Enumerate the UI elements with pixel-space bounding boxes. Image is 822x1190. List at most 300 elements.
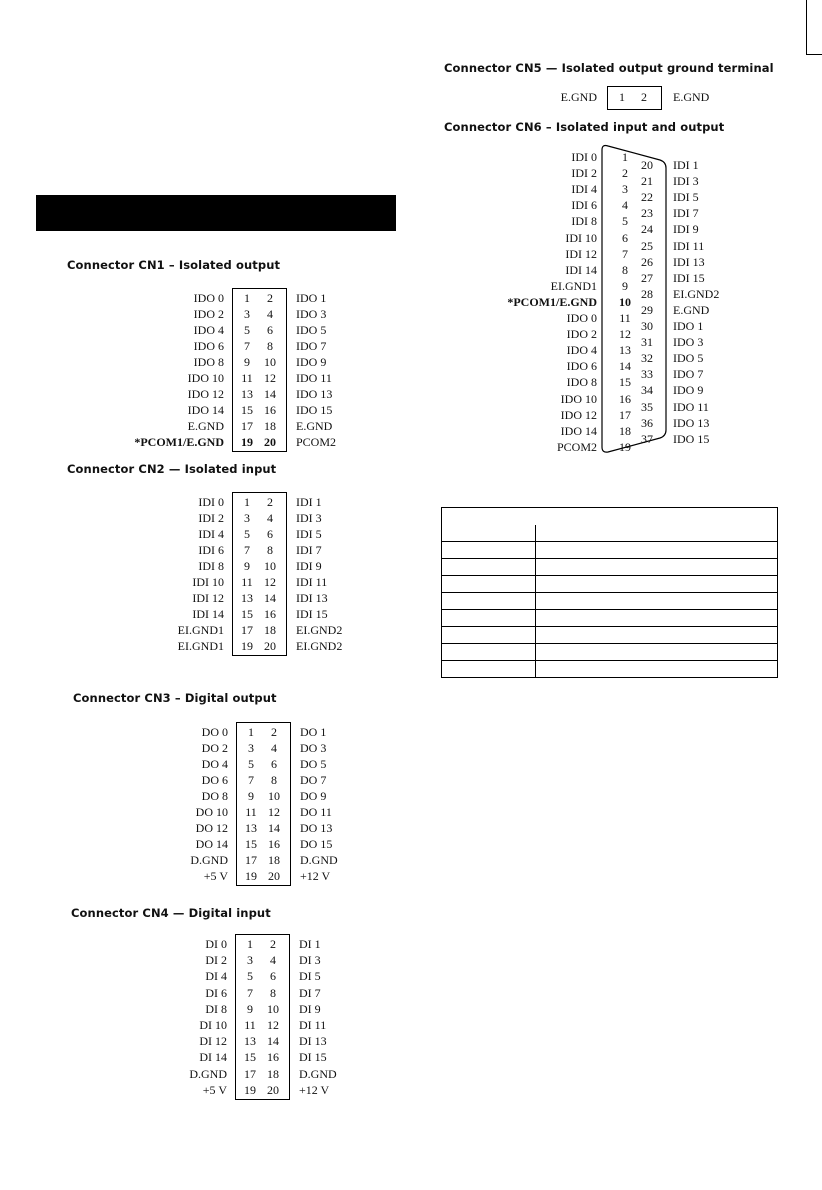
pin-number: 11 [241,575,253,589]
cn3-pinout [190,722,338,883]
cn6-title: Connector CN6 – Isolated input and output [444,120,725,134]
pin-number: 9 [247,1001,253,1016]
pin-label-right: D.GND [300,853,338,867]
pin-row [193,322,327,338]
pin-label-left: IDI 4 [198,527,224,541]
cn6-pin-number: 9 [622,278,628,293]
pin-label-right: DO 3 [300,741,327,755]
pin-number: 10 [264,559,276,573]
cn6-left-label: IDI 4 [571,182,597,197]
pin-row [201,788,327,804]
pin-number: 20 [264,639,276,653]
cn6-right-label: IDI 11 [673,238,705,253]
pin-label-right: IDO 5 [296,323,327,337]
pin-row [192,606,328,622]
cn6-pin-number: 28 [641,286,653,301]
cn6-left-label: *PCOM1/E.GND [507,294,597,309]
cn6-left-label: IDI 14 [565,262,597,277]
pin-number: 4 [270,953,276,968]
pin-label-left: DO 2 [201,741,228,755]
pin-number: 7 [247,985,253,1000]
cn6-left-label: IDO 8 [566,375,597,390]
pin-number: 19 [244,1082,256,1097]
cn6-pin-number: 24 [641,222,653,237]
pin-label-left: *PCOM1/E.GND [134,435,224,449]
pin-number: 7 [244,543,250,557]
pin-row [192,590,328,606]
pin-row [203,868,331,884]
pin-number: 7 [244,339,250,353]
pin-number: 13 [241,591,253,605]
pin-label-left: DI 0 [205,937,227,951]
pin-row [205,952,321,968]
pin-number: 14 [264,387,276,401]
pin-number: 4 [271,741,277,755]
cn6-left-label: IDI 6 [571,198,597,213]
pin-row [205,985,321,1001]
pin-label-left: IDO 0 [193,291,224,305]
pin-label-left: EI.GND1 [177,639,224,653]
pin-number: 8 [270,985,276,1000]
pin-label-right: EI.GND2 [296,623,343,637]
crop-mark-vertical [806,0,807,55]
pin-number: 2 [267,291,273,305]
pin-number: 20 [268,869,280,883]
pin-number: 1 [244,291,250,305]
cn5-left-label: E.GND [560,90,597,104]
pin-number: 2 [270,937,276,951]
pin-number: 5 [248,757,254,771]
cn5-right-label: E.GND [673,90,710,104]
pin-row [199,1049,327,1065]
pin-label-right: DI 7 [299,985,321,1000]
pin-label-right: DO 9 [300,789,327,803]
pin-row [177,638,343,654]
pin-number: 17 [241,419,253,433]
table-row-line [442,558,777,559]
pin-label-left: DO 0 [201,725,228,739]
cn6-pin-number: 8 [622,262,628,277]
pin-row [193,306,327,322]
cn6-pin-number: 14 [619,359,631,374]
cn6-pin-number: 32 [641,351,653,366]
cn6-right-label: IDO 15 [673,431,710,446]
pin-number: 10 [267,1001,279,1016]
pin-number: 12 [264,575,276,589]
pin-number: 3 [244,307,250,321]
pin-label-right: IDO 9 [296,355,327,369]
cn6-pin-number: 3 [622,182,628,197]
pin-row [198,526,322,542]
cn6-right-label: IDO 5 [673,351,704,366]
pin-number: 1 [248,725,254,739]
cn6-pin-number: 4 [622,198,628,213]
pin-row [187,370,332,386]
cn6-left-label: EI.GND1 [550,278,597,293]
pin-number: 13 [244,1034,256,1049]
cn6-left-label: PCOM2 [556,439,597,454]
cn6-left-label: IDI 0 [571,150,597,164]
db37-connector-outline [600,140,670,460]
pin-row [201,724,327,740]
pin-number: 5 [244,527,250,541]
pin-label-left: D.GND [189,1066,227,1081]
pin-label-right: DO 15 [300,837,333,851]
cn6-left-label: IDO 12 [560,407,597,422]
pin-row [198,558,322,574]
pin-label-right: IDI 1 [296,495,322,509]
cn6-left-label: IDI 8 [571,214,597,229]
pin-number: 6 [267,527,273,541]
pin-label-right: +12 V [300,869,331,883]
cn6-pin-number: 33 [641,367,653,382]
cn1-title: Connector CN1 – Isolated output [67,258,281,272]
pin-number: 5 [247,969,253,984]
pin-number: 16 [267,1050,279,1065]
pin-row [134,434,337,450]
pin-number: 17 [241,623,253,637]
table-column-divider [535,525,536,677]
pin-label-right: IDO 15 [296,403,333,417]
pin-row [187,402,333,418]
pin-row [201,740,327,756]
pin-label-right: DI 11 [299,1018,327,1032]
pin-row [202,1082,330,1098]
pin-label-right: IDO 7 [296,339,327,353]
cn6-left-label: IDO 10 [560,391,597,406]
pin-label-right: +12 V [299,1082,330,1097]
cn6-pin-number: 1 [622,150,628,164]
pin-label-right: PCOM2 [296,435,337,449]
cn6-pin-number: 29 [641,302,653,317]
pin-number: 13 [245,821,257,835]
pin-label-right: IDI 15 [296,607,328,621]
pin-number: 6 [270,969,276,984]
pin-label-left: +5 V [203,869,228,883]
pin-label-left: IDO 2 [193,307,224,321]
pin-label-left: IDO 6 [193,339,224,353]
cn6-pin-number: 31 [641,335,653,350]
pin-number: 6 [271,757,277,771]
pin-label-right: IDI 9 [296,559,322,573]
pin-label-left: E.GND [187,419,224,433]
pin-number: 14 [267,1034,279,1049]
pin-label-left: DI 14 [199,1050,227,1065]
pin-label-left: DO 4 [201,757,228,771]
pin-row [193,354,327,370]
pin-number: 1 [247,937,253,951]
cn6-left-label: IDI 12 [565,246,597,261]
pin-number: 15 [245,837,257,851]
cn6-right-label: IDI 7 [673,206,699,221]
pin-label-right: DI 13 [299,1034,327,1049]
pin-number: 12 [264,371,276,385]
pin-label-right: DI 9 [299,1001,321,1016]
cn6-pin-number: 13 [619,343,631,358]
cn6-pin-number: 23 [641,206,653,221]
cn6-right-label: IDI 15 [673,270,705,285]
cn6-right-label: IDI 9 [673,222,699,237]
pin-number: 15 [241,403,253,417]
cn6-pin-number: 5 [622,214,628,229]
pin-row [193,290,327,306]
pin-number: 16 [264,403,276,417]
pin-row [205,936,321,952]
pin-label-left: IDI 2 [198,511,224,525]
cn6-right-label: E.GND [673,302,710,317]
pin-row [177,622,343,638]
cn4-title: Connector CN4 — Digital input [71,906,271,920]
pin-label-right: DO 5 [300,757,327,771]
pin-label-right: IDI 11 [296,575,328,589]
pin-label-right: IDO 1 [296,291,327,305]
pin-label-left: DI 10 [199,1018,227,1032]
cn6-right-label: IDO 3 [673,335,704,350]
pin-number: 16 [264,607,276,621]
pin-row [195,804,332,820]
pin-label-right: IDO 3 [296,307,327,321]
pin-label-left: DO 14 [195,837,228,851]
pin-number: 12 [268,805,280,819]
cn6-right-label: IDI 5 [673,190,699,205]
pin-row [187,386,333,402]
pin-label-right: DI 1 [299,937,321,951]
pin-number: 2 [271,725,277,739]
pin-label-left: IDI 10 [192,575,224,589]
pin-label-left: +5 V [202,1082,227,1097]
pin-label-right: DO 7 [300,773,327,787]
pin-label-right: IDI 7 [296,543,322,557]
cn6-pin-number: 30 [641,319,653,333]
pin-number: 18 [268,853,280,867]
pin-number: 15 [244,1050,256,1065]
pin-row [187,418,333,434]
pin-label-left: IDI 0 [198,495,224,509]
pin-label-left: EI.GND1 [177,623,224,637]
pin-row [205,968,321,984]
cn6-pin-number: 16 [619,391,631,406]
cn6-pin-number: 21 [641,174,653,189]
pin-row [195,836,333,852]
cn6-pin-number: 22 [641,190,653,205]
cn6-right-label: IDO 9 [673,383,704,398]
pin-label-left: IDI 12 [192,591,224,605]
pin-number: 11 [245,805,257,819]
cn6-pin-number: 34 [641,383,653,398]
pin-number: 4 [267,511,273,525]
pin-number: 11 [241,371,253,385]
cn6-right-label: IDO 7 [673,367,704,382]
pin-number: 19 [241,435,253,449]
pin-label-left: DI 2 [205,953,227,968]
cn6-pin-number: 10 [619,294,631,309]
pin-label-left: IDO 14 [187,403,224,417]
pin-label-right: EI.GND2 [296,639,343,653]
pin-number: 3 [244,511,250,525]
pin-label-right: D.GND [299,1066,337,1081]
pin-number: 17 [244,1066,256,1081]
empty-table [441,507,778,678]
pin-number: 10 [268,789,280,803]
pin-label-left: IDO 12 [187,387,224,401]
pin-row [199,1017,327,1033]
pin-number: 8 [267,543,273,557]
cn6-right-label: IDI 3 [673,174,699,189]
cn6-left-label: IDO 0 [566,311,597,325]
cn6-pin-number: 36 [641,415,653,430]
pin-label-right: IDI 5 [296,527,322,541]
crop-mark-horizontal [806,54,822,55]
pin-label-right: IDO 13 [296,387,333,401]
pin-row [193,338,327,354]
pin-row [195,820,333,836]
table-row-line [442,660,777,661]
cn5-box [607,86,662,110]
pin-label-right: IDO 11 [296,371,332,385]
pin-label-right: IDI 3 [296,511,322,525]
cn5-title: Connector CN5 — Isolated output ground terminal [444,61,774,75]
pin-label-right: DI 15 [299,1050,327,1065]
pin-number: 18 [264,623,276,637]
pin-number: 18 [267,1066,279,1081]
pin-label-left: IDI 6 [198,543,224,557]
pin-number: 3 [248,741,254,755]
cn6-right-label: IDO 1 [673,319,704,333]
pin-row [205,1001,321,1017]
section-header-bar [36,195,396,231]
pin-label-right: DO 1 [300,725,327,739]
pin-label-left: IDI 14 [192,607,224,621]
pin-label-right: DI 5 [299,969,321,984]
cn5-pin2: 2 [641,90,647,104]
pin-number: 15 [241,607,253,621]
pin-label-left: DO 6 [201,773,228,787]
pin-number: 19 [245,869,257,883]
cn6-left-label: IDO 2 [566,327,597,342]
table-row-line [442,541,777,542]
pin-row [201,756,327,772]
pin-row [190,852,338,868]
pin-number: 19 [241,639,253,653]
pin-number: 9 [244,355,250,369]
pin-label-left: DI 4 [205,969,227,984]
pin-row [192,574,328,590]
pin-label-left: DO 10 [195,805,228,819]
pin-label-right: DO 13 [300,821,333,835]
cn6-pin-number: 18 [619,423,631,438]
cn6-pin-number: 26 [641,254,653,269]
cn6-pin-number: 11 [619,311,631,325]
pin-label-left: IDO 4 [193,323,224,337]
pin-row [198,542,322,558]
table-row-line [442,626,777,627]
cn6-left-label: IDI 2 [571,166,597,181]
pin-row [189,1066,337,1082]
cn6-pin-number: 6 [622,230,628,245]
cn6-right-label: IDO 11 [673,399,709,414]
pin-number: 14 [264,591,276,605]
pin-number: 5 [244,323,250,337]
pin-number: 8 [271,773,277,787]
cn6-right-label: IDO 13 [673,415,710,430]
pin-number: 7 [248,773,254,787]
pin-label-right: E.GND [296,419,333,433]
table-row-line [442,592,777,593]
pin-row [198,510,322,526]
pin-label-left: D.GND [190,853,228,867]
cn6-right-label: IDI 13 [673,254,705,269]
cn6-pin-number: 15 [619,375,631,390]
pin-number: 13 [241,387,253,401]
pin-number: 11 [244,1018,256,1032]
pin-label-left: IDI 8 [198,559,224,573]
pin-label-left: DO 12 [195,821,228,835]
table-row-line [442,575,777,576]
cn6-left-label: IDO 14 [560,423,597,438]
cn6-left-label: IDO 4 [566,343,597,358]
cn1-pinout [134,288,337,449]
pin-label-left: DI 8 [205,1001,227,1016]
pin-number: 2 [267,495,273,509]
pin-label-right: DO 11 [300,805,332,819]
pin-label-left: DI 6 [205,985,227,1000]
pin-label-right: IDI 13 [296,591,328,605]
pin-number: 4 [267,307,273,321]
pin-row [198,494,322,510]
cn5-pin1: 1 [619,90,625,104]
pin-row [199,1033,327,1049]
pin-number: 18 [264,419,276,433]
pin-row [201,772,327,788]
cn2-pinout [177,492,343,653]
pin-number: 9 [248,789,254,803]
cn3-title: Connector CN3 – Digital output [73,691,277,705]
cn6-pin-number: 25 [641,238,653,253]
cn6-pin-number: 17 [619,407,631,422]
cn4-pinout [189,934,337,1097]
pin-number: 3 [247,953,253,968]
pin-number: 10 [264,355,276,369]
pin-number: 20 [267,1082,279,1097]
pin-label-right: DI 3 [299,953,321,968]
table-row-line [442,609,777,610]
pin-label-left: IDO 8 [193,355,224,369]
pin-number: 8 [267,339,273,353]
pin-number: 1 [244,495,250,509]
cn6-pin-number: 27 [641,270,653,285]
pin-number: 14 [268,821,280,835]
pin-number: 17 [245,853,257,867]
cn6-pin-number: 7 [622,246,628,261]
cn6-pin-number: 19 [619,439,631,454]
cn6-pin-number: 12 [619,327,631,342]
pin-label-left: IDO 10 [187,371,224,385]
pin-number: 12 [267,1018,279,1032]
pin-label-left: DO 8 [201,789,228,803]
cn6-pin-number: 2 [622,166,628,181]
cn6-pin-number: 37 [641,431,653,446]
cn6-pin-number: 20 [641,158,653,172]
pin-number: 20 [264,435,276,449]
pin-label-left: DI 12 [199,1034,227,1049]
cn6-left-label: IDI 10 [565,230,597,245]
cn6-right-label: EI.GND2 [673,286,720,301]
cn6-right-label: IDI 1 [673,158,699,172]
table-row-line [442,643,777,644]
pin-number: 9 [244,559,250,573]
cn2-title: Connector CN2 — Isolated input [67,462,277,476]
pin-number: 16 [268,837,280,851]
